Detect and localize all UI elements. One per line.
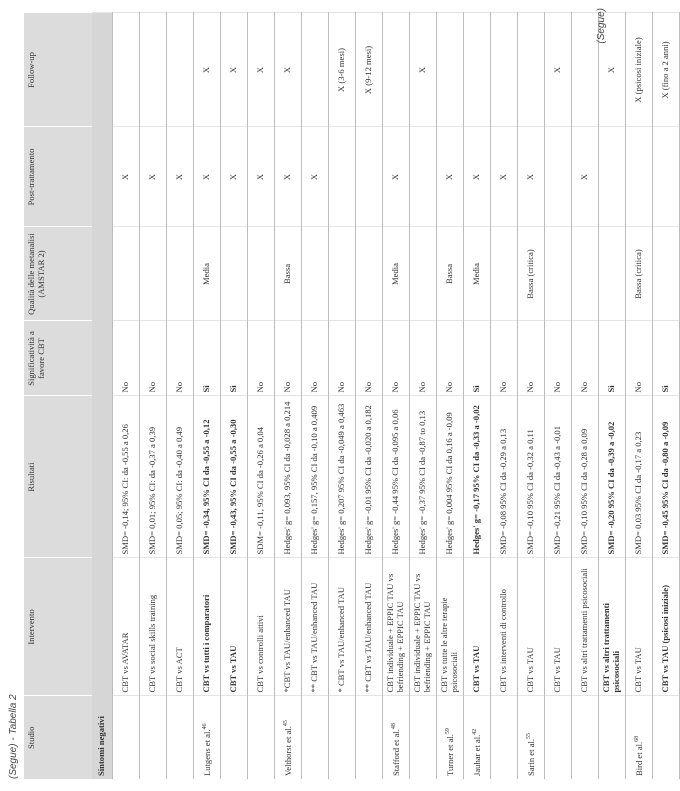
- follow-up-cell: [113, 13, 140, 127]
- intervento-cell: [275, 558, 302, 696]
- follow-up-cell-text: X: [552, 66, 563, 74]
- reference-number: 68: [633, 735, 640, 742]
- intervento-cell-text: ** CBT vs TAU/enhanced TAU: [309, 582, 320, 693]
- post-trattamento-cell: [437, 127, 464, 227]
- header-follow-up: Follow-up: [24, 13, 92, 127]
- table-row: [329, 13, 356, 779]
- significativita-cell-text: No: [363, 381, 374, 393]
- risultati-cell-text: SMD= -0,10 95% CI da -0,32 a 0,11: [525, 429, 536, 555]
- follow-up-cell-text: X (psicosi iniziale): [633, 37, 644, 103]
- qualita-cell-text: Media: [390, 263, 401, 285]
- qualita-cell: [626, 227, 653, 321]
- intervento-cell-text: CBT vs tutti i comparatori: [201, 594, 212, 693]
- qualita-cell-text: Bassa (critica): [633, 249, 644, 299]
- studio-cell: [329, 696, 356, 779]
- post-trattamento-cell-text: X: [390, 173, 401, 181]
- section-title: Sintomi negativi: [92, 13, 113, 779]
- qualita-cell: [653, 227, 680, 321]
- post-trattamento-cell: [221, 127, 248, 227]
- intervento-cell-text: * CBT vs TAU/enhanced TAU: [336, 586, 347, 693]
- risultati-cell: [275, 396, 302, 558]
- post-trattamento-cell-text: X: [201, 173, 212, 181]
- post-trattamento-cell: [518, 127, 545, 227]
- risultati-cell: [518, 396, 545, 558]
- table-row: [464, 13, 491, 779]
- follow-up-cell-text: X: [282, 66, 293, 74]
- header-row: [24, 13, 92, 779]
- studio-cell: [437, 696, 464, 779]
- risultati-cell-text: Hedges' g= -0,17 95% CI da -0,33 a -0,02: [471, 405, 482, 555]
- studio-cell: [383, 696, 410, 779]
- risultati-cell-text: SMD= -0,20 95% CI da -0,39 a -0,02: [606, 421, 617, 555]
- intervento-cell: [167, 558, 194, 696]
- reference-number: 59: [444, 728, 451, 735]
- risultati-cell-text: SMD= 0,03 95% CI da -0,17 a 0,23: [633, 431, 644, 555]
- significativita-cell: [302, 321, 329, 396]
- significativita-cell-text: No: [579, 381, 590, 393]
- significativita-cell: [464, 321, 491, 396]
- significativita-cell: [518, 321, 545, 396]
- table-row: [545, 13, 572, 779]
- header-post-trattamento: Post-trattamento: [24, 127, 92, 227]
- post-trattamento-cell-text: X: [309, 173, 320, 181]
- significativita-cell: [329, 321, 356, 396]
- header-qualita: Qualità delle metanalisi (AMSTAR 2): [24, 227, 92, 321]
- studio-cell: [653, 696, 680, 779]
- significativita-cell-text: No: [498, 381, 509, 393]
- post-trattamento-cell: [275, 127, 302, 227]
- header-risultati: Risultati: [24, 396, 92, 558]
- intervento-cell-text: CBT individuale + EPPIC TAU vs befriending + EPPIC TAU: [412, 573, 432, 693]
- table-row: [437, 13, 464, 779]
- post-trattamento-cell: [545, 127, 572, 227]
- risultati-cell-text: SMD= -0,21 95% CI da -0,43 a -0,01: [552, 426, 563, 555]
- risultati-cell: [221, 396, 248, 558]
- post-trattamento-cell-text: X: [579, 173, 590, 181]
- table-row: [626, 13, 653, 779]
- intervento-cell: [221, 558, 248, 696]
- studio-cell-text: Stafford et al.: [390, 729, 401, 776]
- significativita-cell-text: No: [255, 381, 266, 393]
- qualita-cell: [464, 227, 491, 321]
- studio-cell: [464, 696, 491, 779]
- post-trattamento-cell-text: X: [525, 173, 536, 181]
- risultati-cell-text: SDM= -0,11, 95% CI da -0,26 a 0,04: [255, 427, 266, 555]
- intervento-cell-text: CBT vs interventi di controllo: [498, 589, 509, 693]
- table-row: [410, 13, 437, 779]
- qualita-cell-text: Bassa: [282, 263, 293, 285]
- follow-up-cell: [410, 13, 437, 127]
- table-row: [518, 13, 545, 779]
- intervento-cell: [248, 558, 275, 696]
- follow-up-cell-text: X: [606, 66, 617, 74]
- studio-cell: [302, 696, 329, 779]
- risultati-cell-text: SMD= -0,34, 95% CI da -0,55 a -0,12: [201, 419, 212, 555]
- intervento-cell: [113, 558, 140, 696]
- intervento-cell-text: CBT vs controlli attivi: [255, 615, 266, 693]
- risultati-cell-text: SMD= -0,10 95% CI da -0,28 a 0,09: [579, 428, 590, 555]
- post-trattamento-cell: [491, 127, 518, 227]
- studio-cell: [410, 696, 437, 779]
- studio-cell: [194, 696, 221, 779]
- reference-number: 42: [471, 728, 478, 735]
- risultati-cell: [329, 396, 356, 558]
- follow-up-cell: [221, 13, 248, 127]
- significativita-cell: [437, 321, 464, 396]
- table-caption: (Segue) - Tabella 2: [8, 694, 19, 779]
- significativita-cell: [113, 321, 140, 396]
- studio-cell: [599, 696, 626, 779]
- intervento-cell: [599, 558, 626, 696]
- significativita-cell-text: Sì: [228, 385, 239, 393]
- follow-up-cell: [491, 13, 518, 127]
- header-intervento: Intervento: [24, 558, 92, 696]
- post-trattamento-cell: [248, 127, 275, 227]
- follow-up-cell: [437, 13, 464, 127]
- risultati-cell: [599, 396, 626, 558]
- qualita-cell: [302, 227, 329, 321]
- post-trattamento-cell: [167, 127, 194, 227]
- qualita-cell-text: Bassa: [444, 263, 455, 285]
- intervento-cell-text: CBT vs altri trattamenti psicosociali: [579, 568, 590, 693]
- studio-cell-text: Turner et al.: [444, 734, 455, 776]
- studio-cell: [167, 696, 194, 779]
- significativita-cell: [248, 321, 275, 396]
- risultati-cell: [140, 396, 167, 558]
- follow-up-cell: [545, 13, 572, 127]
- follow-up-cell-text: X (fino a 2 anni): [660, 41, 671, 99]
- follow-up-cell: [653, 13, 680, 127]
- studio-cell: [545, 696, 572, 779]
- follow-up-cell: [248, 13, 275, 127]
- intervento-cell: [518, 558, 545, 696]
- header-studio: Studio: [24, 696, 92, 779]
- follow-up-cell: [140, 13, 167, 127]
- post-trattamento-cell-text: X: [282, 173, 293, 181]
- significativita-cell: [545, 321, 572, 396]
- significativita-cell-text: Sì: [660, 385, 671, 393]
- significativita-cell-text: No: [417, 381, 428, 393]
- intervento-cell: [410, 558, 437, 696]
- results-table: [24, 13, 680, 780]
- significativita-cell-text: No: [390, 381, 401, 393]
- post-trattamento-cell: [302, 127, 329, 227]
- qualita-cell: [437, 227, 464, 321]
- post-trattamento-cell: [113, 127, 140, 227]
- intervento-cell-text: CBT vs TAU (psicosi iniziale): [660, 585, 671, 693]
- intervento-cell-text: CBT individuale + EPPIC TAU vs befriending + EPPIC TAU: [385, 573, 405, 693]
- post-trattamento-cell-text: X: [120, 173, 131, 181]
- intervento-cell: [356, 558, 383, 696]
- follow-up-cell: [194, 13, 221, 127]
- significativita-cell: [167, 321, 194, 396]
- significativita-cell: [194, 321, 221, 396]
- qualita-cell: [572, 227, 599, 321]
- post-trattamento-cell: [356, 127, 383, 227]
- qualita-cell: [248, 227, 275, 321]
- qualita-cell: [140, 227, 167, 321]
- follow-up-cell: [518, 13, 545, 127]
- table-row: [653, 13, 680, 779]
- reference-number: 45: [282, 720, 289, 727]
- risultati-cell-text: SMD= -0,45 95% CI da -0,80 a -0,09: [660, 421, 671, 555]
- significativita-cell-text: Sì: [201, 385, 212, 393]
- risultati-cell-text: Hedges' g= -0,44 95% CI da -0,095 a 0,06: [390, 409, 401, 555]
- studio-cell-text: Velthorst et al.: [282, 726, 293, 776]
- table-row: [491, 13, 518, 779]
- risultati-cell: [437, 396, 464, 558]
- risultati-cell: [248, 396, 275, 558]
- risultati-cell: [572, 396, 599, 558]
- risultati-cell: [167, 396, 194, 558]
- risultati-cell-text: SMD= -0,08 95% CI da -0,29 a 0,13: [498, 428, 509, 555]
- studio-cell-text: Bird et al.: [633, 741, 644, 776]
- post-trattamento-cell: [329, 127, 356, 227]
- table-row: [167, 13, 194, 779]
- risultati-cell: [356, 396, 383, 558]
- table-row: [383, 13, 410, 779]
- studio-cell: [113, 696, 140, 779]
- qualita-cell: [383, 227, 410, 321]
- post-trattamento-cell-text: X: [471, 173, 482, 181]
- post-trattamento-cell: [383, 127, 410, 227]
- qualita-cell-text: Media: [201, 263, 212, 285]
- table-row: [248, 13, 275, 779]
- intervento-cell-text: CBT vs TAU: [552, 647, 563, 693]
- intervento-cell: [302, 558, 329, 696]
- post-trattamento-cell: [626, 127, 653, 227]
- studio-cell: [140, 696, 167, 779]
- studio-cell-text: Lutgens et al.: [201, 729, 212, 776]
- table-row: [572, 13, 599, 779]
- significativita-cell-text: No: [147, 381, 158, 393]
- qualita-cell: [410, 227, 437, 321]
- qualita-cell: [599, 227, 626, 321]
- table-row: [302, 13, 329, 779]
- follow-up-cell: [329, 13, 356, 127]
- risultati-cell-text: Hedges' g= 0,157, 95% CI da -0,10 a 0,409: [309, 405, 320, 555]
- studio-cell: [626, 696, 653, 779]
- table-footer: (Segue): [596, 8, 607, 44]
- qualita-cell: [194, 227, 221, 321]
- significativita-cell-text: No: [309, 381, 320, 393]
- follow-up-cell-text: X: [228, 66, 239, 74]
- intervento-cell: [437, 558, 464, 696]
- significativita-cell-text: No: [633, 381, 644, 393]
- risultati-cell-text: Hedges' g= 0,093, 95% CI da -0,028 a 0,214: [282, 401, 293, 555]
- studio-cell: [221, 696, 248, 779]
- significativita-cell: [410, 321, 437, 396]
- table-row: [194, 13, 221, 779]
- qualita-cell-text: Bassa (critica): [525, 249, 536, 299]
- post-trattamento-cell-text: X: [174, 173, 185, 181]
- table-row: [599, 13, 626, 779]
- significativita-cell-text: Sì: [606, 385, 617, 393]
- intervento-cell: [464, 558, 491, 696]
- significativita-cell: [626, 321, 653, 396]
- table-row: [113, 13, 140, 779]
- post-trattamento-cell: [410, 127, 437, 227]
- intervento-cell: [140, 558, 167, 696]
- significativita-cell-text: Sì: [471, 385, 482, 393]
- significativita-cell: [491, 321, 518, 396]
- follow-up-cell-text: X (3-6 mesi): [336, 48, 347, 92]
- significativita-cell: [221, 321, 248, 396]
- post-trattamento-cell-text: X: [228, 173, 239, 181]
- qualita-cell: [518, 227, 545, 321]
- risultati-cell-text: Hedges' g= 0,004 95% CI da 0,16 a -0,09: [444, 412, 455, 555]
- intervento-cell: [329, 558, 356, 696]
- post-trattamento-cell: [194, 127, 221, 227]
- intervento-cell-text: *CBT vs TAU/enhanced TAU: [282, 589, 293, 693]
- intervento-cell-text: CBT vs TAU: [228, 645, 239, 693]
- post-trattamento-cell-text: X: [255, 173, 266, 181]
- intervento-cell-text: CBT vs social skills training: [147, 594, 158, 693]
- risultati-cell: [653, 396, 680, 558]
- risultati-cell: [194, 396, 221, 558]
- studio-cell: [572, 696, 599, 779]
- qualita-cell: [329, 227, 356, 321]
- post-trattamento-cell: [653, 127, 680, 227]
- header-significativita: Significatività a favore CBT: [24, 321, 92, 396]
- studio-cell: [491, 696, 518, 779]
- intervento-cell-text: CBT vs AVATAR: [120, 632, 131, 693]
- intervento-cell-text: CBT vs TAU: [471, 645, 482, 693]
- intervento-cell-text: CBT vs altri trattamenti psicosociali: [601, 603, 621, 693]
- follow-up-cell: [356, 13, 383, 127]
- intervento-cell-text: ** CBT vs TAU/enhanced TAU: [363, 582, 374, 693]
- follow-up-cell: [464, 13, 491, 127]
- table-row: [275, 13, 302, 779]
- qualita-cell: [113, 227, 140, 321]
- post-trattamento-cell-text: X: [147, 173, 158, 181]
- risultati-cell-text: SMD= 0,01; 95% CI: da -0,37 a 0,39: [147, 426, 158, 555]
- qualita-cell: [491, 227, 518, 321]
- reference-number: 48: [390, 723, 397, 730]
- intervento-cell: [491, 558, 518, 696]
- significativita-cell-text: No: [282, 381, 293, 393]
- qualita-cell: [221, 227, 248, 321]
- significativita-cell-text: No: [552, 381, 563, 393]
- risultati-cell: [410, 396, 437, 558]
- intervento-cell: [545, 558, 572, 696]
- risultati-cell: [113, 396, 140, 558]
- intervento-cell: [383, 558, 410, 696]
- risultati-cell: [491, 396, 518, 558]
- follow-up-cell: [626, 13, 653, 127]
- studio-cell-text: Jauhar et al.: [471, 734, 482, 776]
- intervento-cell-text: CBT vs ACT: [174, 647, 185, 693]
- significativita-cell: [653, 321, 680, 396]
- follow-up-cell: [302, 13, 329, 127]
- qualita-cell: [275, 227, 302, 321]
- risultati-cell-text: Hedges' g= -0,01 95% CI da -0,020 a 0,182: [363, 405, 374, 555]
- follow-up-cell: [383, 13, 410, 127]
- follow-up-cell-text: X: [255, 66, 266, 74]
- table-row: [140, 13, 167, 779]
- studio-cell-text: Sarin et al.: [525, 739, 536, 776]
- significativita-cell: [356, 321, 383, 396]
- risultati-cell: [626, 396, 653, 558]
- risultati-cell-text: Hedges' g= -0,37 95% CI da -0,87 to 0,13: [417, 410, 428, 555]
- studio-cell: [356, 696, 383, 779]
- significativita-cell: [599, 321, 626, 396]
- intervento-cell-text: CBT vs TAU: [633, 647, 644, 693]
- post-trattamento-cell-text: X: [498, 173, 509, 181]
- intervento-cell: [626, 558, 653, 696]
- follow-up-cell: [572, 13, 599, 127]
- follow-up-cell-text: X: [417, 66, 428, 74]
- qualita-cell: [545, 227, 572, 321]
- section-row: [92, 13, 113, 779]
- table-row: [221, 13, 248, 779]
- significativita-cell-text: No: [336, 381, 347, 393]
- follow-up-cell-text: X: [201, 66, 212, 74]
- risultati-cell-text: SMD= 0,05; 95% CI: da -0,40 a 0,49: [174, 426, 185, 555]
- intervento-cell: [653, 558, 680, 696]
- significativita-cell-text: No: [174, 381, 185, 393]
- significativita-cell-text: No: [120, 381, 131, 393]
- risultati-cell: [383, 396, 410, 558]
- reference-number: 55: [525, 733, 532, 739]
- risultati-cell: [464, 396, 491, 558]
- studio-cell: [248, 696, 275, 779]
- significativita-cell: [140, 321, 167, 396]
- significativita-cell: [275, 321, 302, 396]
- risultati-cell: [545, 396, 572, 558]
- reference-number: 46: [201, 723, 208, 730]
- risultati-cell-text: SMD= -0,43, 95% CI da -0,55 a -0,30: [228, 419, 239, 555]
- significativita-cell-text: No: [525, 381, 536, 393]
- studio-cell: [518, 696, 545, 779]
- post-trattamento-cell-text: X: [444, 173, 455, 181]
- studio-cell: [275, 696, 302, 779]
- intervento-cell-text: CBT vs tutte le altre terapie psicosociali: [439, 597, 459, 693]
- post-trattamento-cell: [140, 127, 167, 227]
- intervento-cell: [194, 558, 221, 696]
- post-trattamento-cell: [464, 127, 491, 227]
- post-trattamento-cell: [599, 127, 626, 227]
- qualita-cell: [167, 227, 194, 321]
- significativita-cell: [383, 321, 410, 396]
- intervento-cell: [572, 558, 599, 696]
- risultati-cell: [302, 396, 329, 558]
- qualita-cell-text: Media: [471, 263, 482, 285]
- follow-up-cell-text: X (9-12 mesi): [363, 45, 374, 95]
- follow-up-cell: [167, 13, 194, 127]
- significativita-cell: [572, 321, 599, 396]
- risultati-cell-text: SMD= -0,14; 95% CI: da -0,55 a 0,26: [120, 424, 131, 555]
- post-trattamento-cell: [572, 127, 599, 227]
- risultati-cell-text: Hedges' g= 0,207 95% CI da -0,049 a 0,463: [336, 403, 347, 555]
- intervento-cell-text: CBT vs TAU: [525, 647, 536, 693]
- follow-up-cell: [275, 13, 302, 127]
- qualita-cell: [356, 227, 383, 321]
- table-row: [356, 13, 383, 779]
- significativita-cell-text: No: [444, 381, 455, 393]
